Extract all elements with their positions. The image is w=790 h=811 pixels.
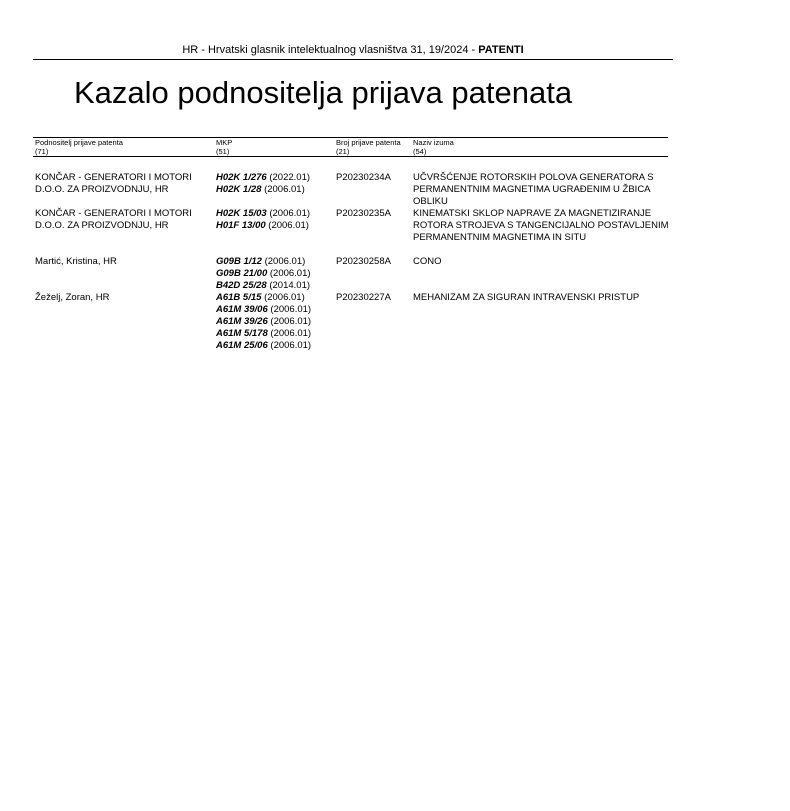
column-code: (21) — [336, 147, 350, 156]
column-label: Broj prijave patenta — [336, 138, 401, 147]
ipc-entry — [216, 340, 334, 352]
invention-title-cell: UČVRŠĆENJE ROTORSKIH POLOVA GENERATORA S PERMANENTNIM MAGNETIMA UGRAĐENIM U ŽBICA OBLIKU — [413, 172, 654, 207]
ipc-cell — [216, 172, 334, 196]
ipc-version: (2006.01) — [268, 220, 309, 231]
applicant-cell: Martić, Kristina, HR — [35, 256, 117, 267]
invention-title-cell: KINEMATSKI SKLOP NAPRAVE ZA MAGNETIZIRANJE ROTORA STROJEVA S TANGENCIJALNO POSTAVLJENIM PERMANENTNIM MAGNETIMA IN SITU — [413, 208, 669, 243]
ipc-cell — [216, 292, 334, 352]
ipc-code: G09B 1/12 — [216, 256, 262, 267]
ipc-entry — [216, 208, 334, 220]
table-row — [0, 256, 790, 292]
page-header — [33, 43, 673, 57]
column-label: MKP — [216, 138, 233, 147]
ipc-code: A61M 25/06 — [216, 340, 268, 351]
ipc-code: H02K 15/03 — [216, 208, 267, 219]
ipc-entry — [216, 280, 334, 292]
section-name: PATENTI — [478, 44, 524, 56]
ipc-entry — [216, 256, 334, 268]
table-row — [0, 292, 790, 352]
page-title: Kazalo podnositelja prijava patenata — [74, 75, 573, 110]
ipc-entry — [216, 220, 334, 232]
column-code: (54) — [413, 147, 427, 156]
ipc-version: (2006.01) — [264, 256, 306, 267]
ipc-entry — [216, 328, 334, 340]
ipc-version: (2006.01) — [264, 184, 305, 195]
ipc-code: H02K 1/28 — [216, 184, 262, 195]
ipc-version: (2006.01) — [270, 304, 312, 315]
applicant-table — [0, 172, 790, 352]
ipc-entry — [216, 184, 334, 196]
application-number-cell: P20230258A — [336, 256, 391, 267]
applicant-cell: KONČAR - GENERATORI I MOTORI D.O.O. ZA PROIZVODNJU, HR — [35, 172, 192, 195]
column-code: (51) — [216, 147, 230, 156]
header-divider — [33, 59, 673, 60]
ipc-code: A61M 39/06 — [216, 304, 268, 315]
application-number-cell: P20230234A — [336, 172, 391, 183]
publication-name: HR - Hrvatski glasnik intelektualnog vlasništva 31, 19/2024 - — [182, 44, 476, 56]
column-header-application-number — [336, 138, 401, 156]
invention-title-cell: MEHANIZAM ZA SIGURAN INTRAVENSKI PRISTUP — [413, 292, 640, 303]
application-number-cell: P20230235A — [336, 208, 391, 219]
ipc-entry — [216, 172, 334, 184]
table-row — [0, 172, 790, 208]
column-label: Podnositelj prijave patenta — [35, 138, 123, 147]
ipc-code: H01F 13/00 — [216, 220, 266, 231]
table-header-divider — [33, 156, 668, 157]
ipc-version: (2006.01) — [269, 268, 311, 279]
ipc-entry — [216, 268, 334, 280]
ipc-cell — [216, 256, 334, 292]
ipc-cell — [216, 208, 334, 232]
applicant-cell: Žeželj, Zoran, HR — [35, 292, 110, 303]
table-row — [0, 208, 790, 256]
ipc-version: (2014.01) — [269, 280, 311, 291]
ipc-version: (2006.01) — [270, 316, 312, 327]
ipc-version: (2006.01) — [270, 340, 312, 351]
ipc-code: H02K 1/276 — [216, 172, 267, 183]
invention-title-cell: CONO — [413, 256, 442, 267]
ipc-entry — [216, 304, 334, 316]
ipc-code: A61M 39/26 — [216, 316, 268, 327]
ipc-entry — [216, 292, 334, 304]
ipc-version: (2006.01) — [270, 328, 312, 339]
ipc-code: B42D 25/28 — [216, 280, 267, 291]
applicant-cell: KONČAR - GENERATORI I MOTORI D.O.O. ZA PROIZVODNJU, HR — [35, 208, 192, 231]
column-header-ipc — [216, 138, 232, 156]
column-header-applicant — [35, 138, 123, 156]
column-code: (71) — [35, 147, 49, 156]
column-label: Naziv izuma — [413, 138, 454, 147]
ipc-code: G09B 21/00 — [216, 268, 268, 279]
column-header-invention-title — [413, 138, 454, 156]
ipc-version: (2006.01) — [264, 292, 305, 303]
application-number-cell: P20230227A — [336, 292, 391, 303]
ipc-code: A61B 5/15 — [216, 292, 262, 303]
ipc-code: A61M 5/178 — [216, 328, 268, 339]
ipc-version: (2022.01) — [269, 172, 311, 183]
ipc-entry — [216, 316, 334, 328]
ipc-version: (2006.01) — [269, 208, 311, 219]
